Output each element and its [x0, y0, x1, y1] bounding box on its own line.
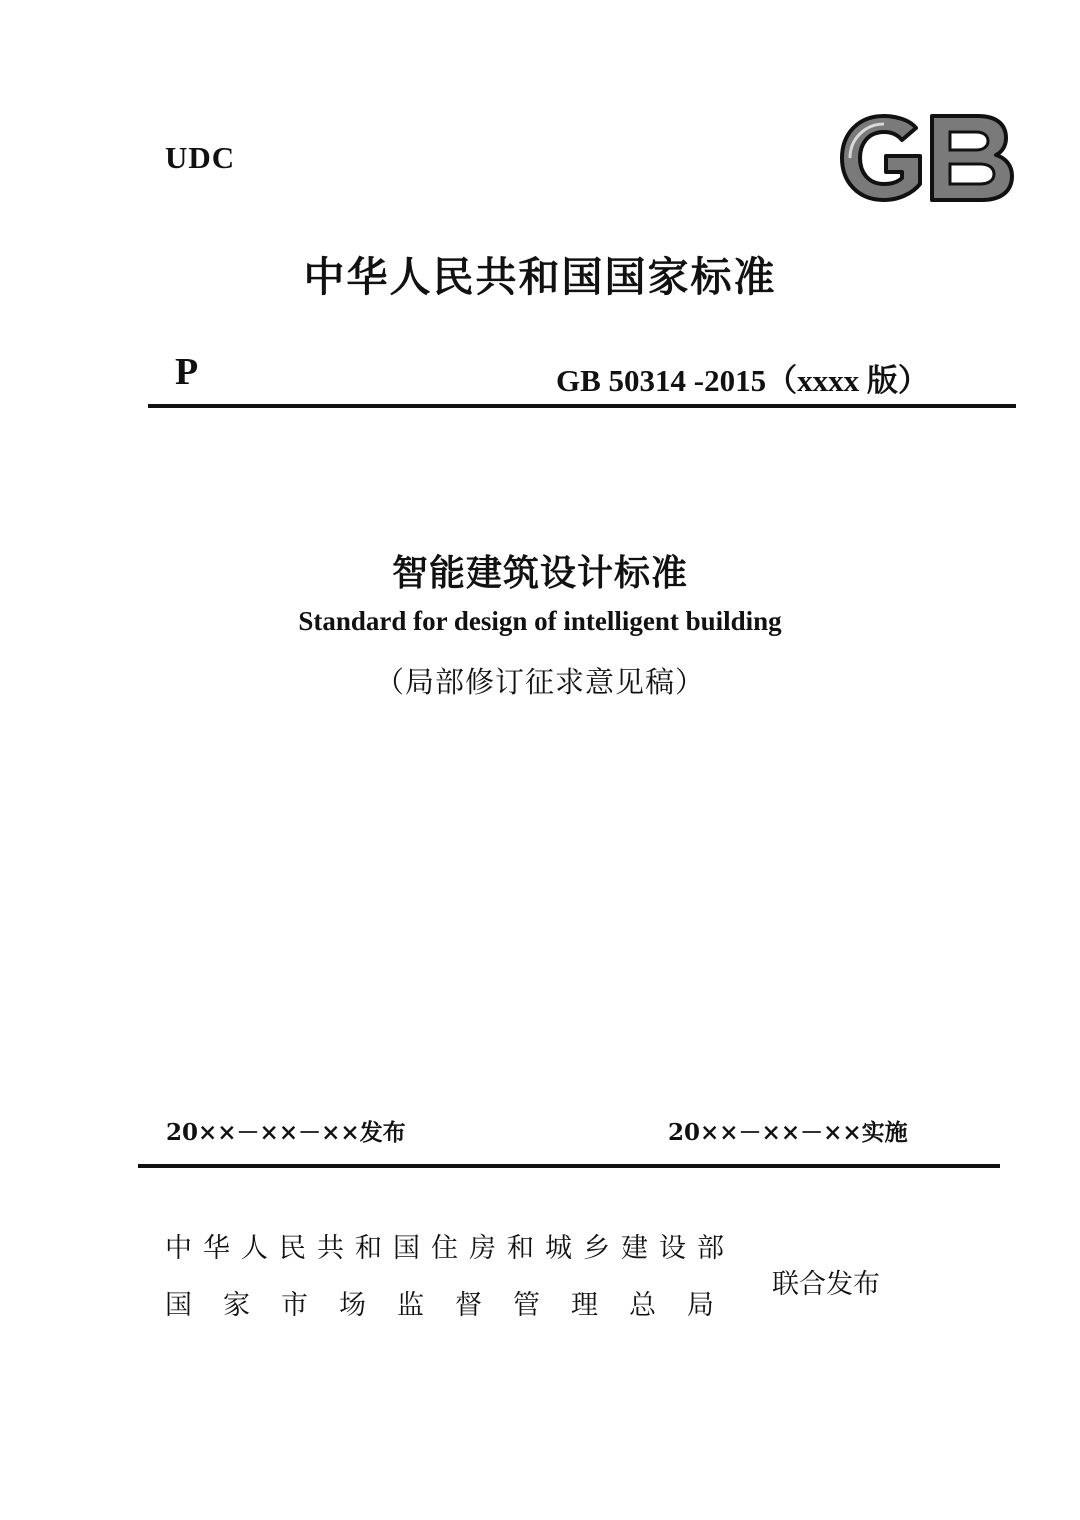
standard-number: GB 50314 -2015（xxxx 版）: [556, 363, 929, 398]
gb-logo-b: [932, 116, 1012, 200]
gb-logo-g: [842, 116, 920, 200]
issuer-ministry: 中华人民共和国住房和城乡建设部: [165, 1233, 735, 1264]
classification-code: P: [175, 351, 199, 393]
gb-logo: [838, 112, 1016, 204]
footer-divider: [138, 1164, 1000, 1168]
national-standard-title: 中华人民共和国国家标准: [303, 253, 777, 301]
implementation-date: 20××－××－××实施: [668, 1119, 908, 1146]
standard-title-chinese: 智能建筑设计标准: [391, 553, 688, 594]
joint-issue-label: 联合发布: [772, 1269, 880, 1300]
udc-label: UDC: [165, 140, 236, 175]
header-divider: [148, 404, 1016, 408]
standard-title-english: Standard for design of intelligent building: [298, 606, 782, 636]
issuer-administration: 国家市场监督管理总局: [165, 1290, 745, 1321]
draft-note: （局部修订征求意见稿）: [374, 665, 705, 699]
issue-date: 20××－××－××发布: [166, 1119, 406, 1146]
